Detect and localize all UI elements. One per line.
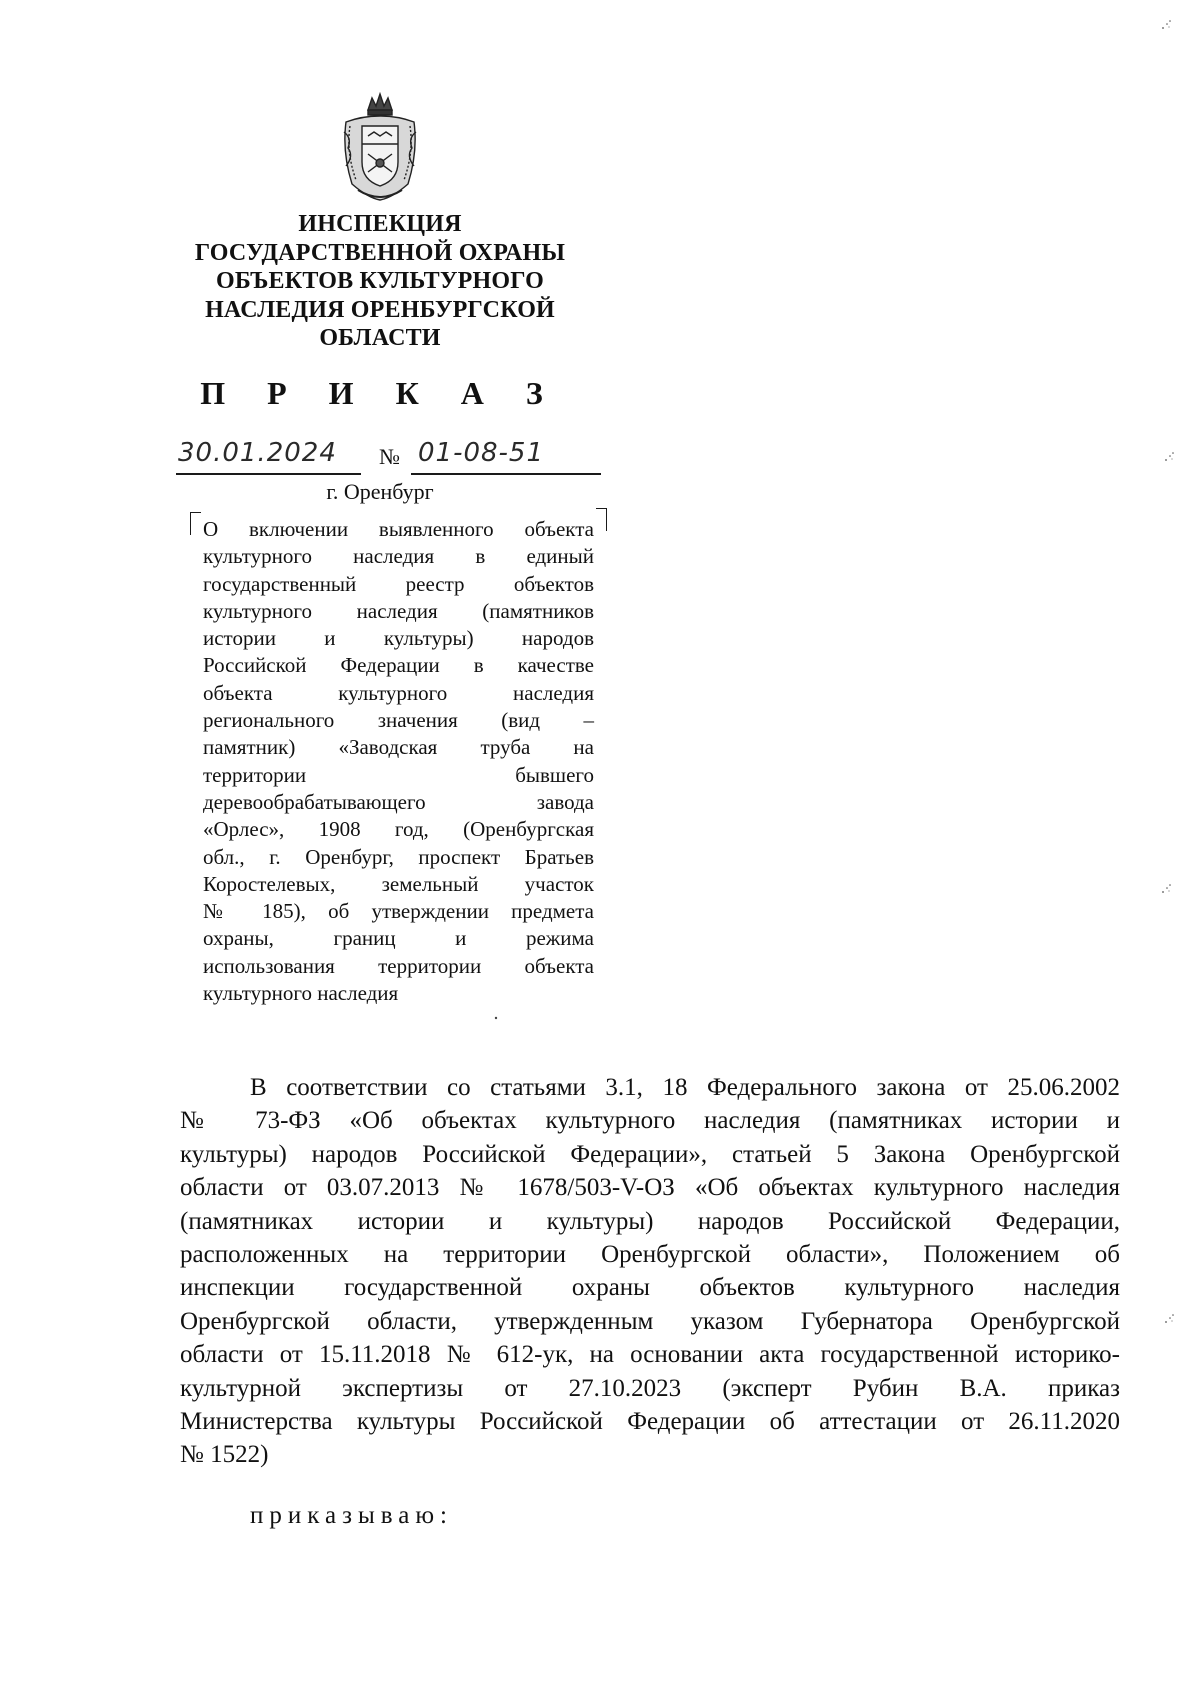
scan-speck bbox=[493, 1015, 499, 1021]
number-sign: № bbox=[379, 444, 400, 469]
document-title: П Р И К А З bbox=[200, 375, 560, 411]
handwritten-number: 01-08-51 bbox=[418, 438, 545, 468]
subject-line: обл., г. Оренбург, проспект Братьев bbox=[203, 844, 594, 869]
body-line: Оренбургской области, утвержденным указом Губернатора Оренбургской bbox=[180, 1307, 1120, 1335]
body-line: инспекции государственной охраны объектов культурного наследия bbox=[180, 1274, 1120, 1302]
scan-speck bbox=[1160, 882, 1174, 896]
body-line: (памятниках истории и культуры) народов Российской Федерации, bbox=[180, 1207, 1120, 1235]
subject-line: территории бывшего bbox=[203, 762, 594, 787]
subject-line: деревообрабатывающего завода bbox=[203, 789, 594, 814]
org-name-line: ИНСПЕКЦИЯ bbox=[298, 211, 462, 237]
subject-line: государственный реестр объектов bbox=[203, 571, 594, 596]
subject-line: Российской Федерации в качестве bbox=[203, 653, 594, 678]
subject-line: № 185), об утверждении предмета bbox=[203, 899, 594, 924]
body-line: области от 15.11.2018 № 612-ук, на основании акта государственной историко- bbox=[180, 1341, 1120, 1369]
org-name-line: НАСЛЕДИЯ ОРЕНБУРГСКОЙ bbox=[205, 296, 555, 323]
org-name-line: ОБЛАСТИ bbox=[319, 325, 441, 351]
body-line: культурной экспертизы от 27.10.2023 (эксперт Рубин В.А. приказ bbox=[180, 1374, 1120, 1402]
body-line: расположенных на территории Оренбургской области», Положением об bbox=[180, 1241, 1120, 1269]
body-line: Министерства культуры Российской Федерации об аттестации от 26.11.2020 bbox=[180, 1408, 1120, 1436]
org-name-line: ГОСУДАРСТВЕННОЙ ОХРАНЫ bbox=[194, 239, 566, 266]
order-word: приказываю: bbox=[250, 1502, 453, 1529]
org-name-line: ОБЪЕКТОВ КУЛЬТУРНОГО bbox=[215, 268, 545, 294]
subject-line: культурного наследия bbox=[203, 981, 399, 1006]
handwritten-date: 30.01.2024 bbox=[178, 438, 337, 468]
date-number-line bbox=[176, 438, 601, 478]
coat-of-arms-emblem bbox=[338, 92, 422, 204]
corner-bracket-left bbox=[190, 512, 201, 535]
scan-speck bbox=[1163, 1312, 1177, 1326]
subject-line: Коростелевых, земельный участок bbox=[203, 871, 594, 896]
subject-line: «Орлес», 1908 год, (Оренбургская bbox=[203, 817, 594, 842]
subject-line: регионального значения (вид – bbox=[203, 708, 594, 733]
scan-speck bbox=[1160, 18, 1174, 32]
body-line: В соответствии со статьями 3.1, 18 Федерального закона от 25.06.2002 bbox=[250, 1074, 1120, 1101]
subject-line: культурного наследия (памятников bbox=[203, 598, 594, 623]
subject-line: памятник) «Заводская труба на bbox=[203, 735, 594, 760]
scan-speck bbox=[1163, 450, 1177, 464]
city-name: г. Оренбург bbox=[326, 479, 434, 504]
subject-line: О включении выявленного объекта bbox=[203, 517, 594, 541]
subject-line: охраны, границ и режима bbox=[203, 926, 594, 951]
body-line: № 1522) bbox=[180, 1441, 269, 1469]
body-line: культуры) народов Российской Федерации», статьей 5 Закона Оренбургской bbox=[180, 1140, 1120, 1168]
body-paragraph bbox=[180, 1071, 1120, 1472]
subject-line: истории и культуры) народов bbox=[203, 626, 594, 651]
number-underline bbox=[411, 473, 601, 475]
subject-text bbox=[203, 516, 594, 1007]
organization-name bbox=[180, 210, 580, 353]
subject-line: использования территории объекта bbox=[203, 953, 594, 978]
subject-line: культурного наследия в единый bbox=[203, 544, 594, 569]
body-line: области от 03.07.2013 № 1678/503-V-ОЗ «Об объектах культурного наследия bbox=[180, 1174, 1120, 1202]
date-underline bbox=[176, 473, 361, 475]
body-line: № 73-ФЗ «Об объектах культурного наследия (памятниках истории и bbox=[180, 1107, 1120, 1135]
subject-line: объекта культурного наследия bbox=[203, 680, 594, 705]
corner-bracket-right bbox=[596, 508, 607, 531]
